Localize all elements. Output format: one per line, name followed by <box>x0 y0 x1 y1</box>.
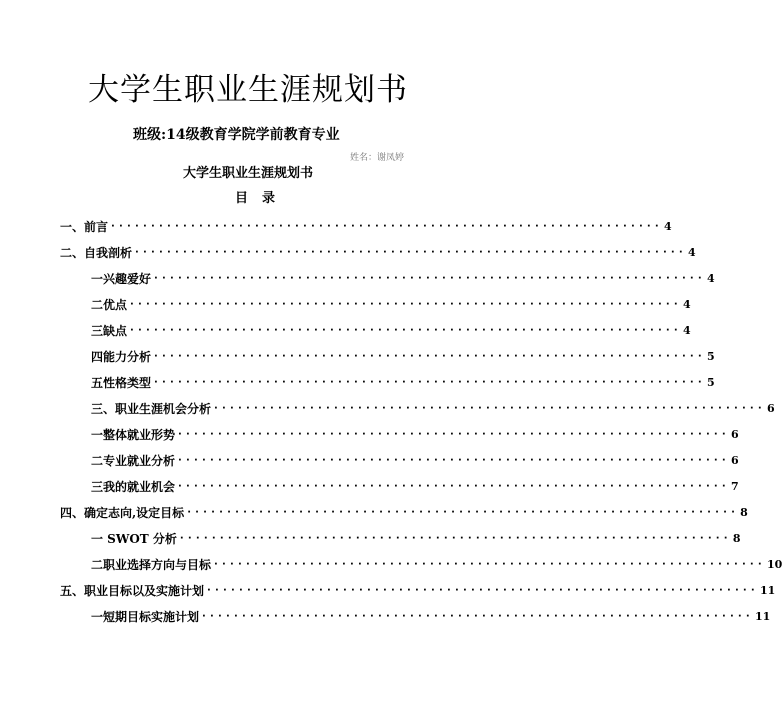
toc-entry-label: 四能力分析 <box>91 350 152 364</box>
toc-entry-label: 三我的就业机会 <box>91 480 176 494</box>
toc-entry-short-term-plan[interactable] <box>91 609 771 625</box>
toc-entry-label: 二优点 <box>91 298 128 312</box>
toc-entry-label: 一短期目标实施计划 <box>91 610 200 624</box>
toc-dot-leader: ····································································· <box>207 585 759 596</box>
toc-dot-leader: ····································································· <box>154 351 706 362</box>
toc-dot-leader: ····································································· <box>154 273 706 284</box>
toc-dot-leader: ····································································· <box>130 299 682 310</box>
toc-dot-leader: ····································································· <box>187 507 740 518</box>
toc-entry-label: 三、职业生涯机会分析 <box>91 402 212 416</box>
toc-entry-strengths[interactable] <box>91 297 691 313</box>
toc-entry-career-opportunity[interactable] <box>91 401 775 417</box>
toc-entry-label: 二专业就业分析 <box>91 454 176 468</box>
toc-entry-label: 四、确定志向,设定目标 <box>60 506 185 520</box>
toc-dot-leader: ····································································· <box>179 533 732 544</box>
toc-page-number: 11 <box>754 610 771 623</box>
toc-entry-self-analysis[interactable] <box>60 245 696 261</box>
toc-entry-swot-analysis[interactable] <box>91 531 741 547</box>
toc-page-number: 8 <box>732 532 741 545</box>
toc-dot-leader: ····································································· <box>154 377 706 388</box>
toc-page-number: 4 <box>687 246 696 259</box>
toc-document-title: 大学生职业生涯规划书 <box>182 166 313 181</box>
toc-entry-career-direction[interactable] <box>91 557 782 573</box>
toc-entry-personality-type[interactable] <box>91 375 715 391</box>
toc-entry-label: 一兴趣爱好 <box>91 272 152 286</box>
toc-entry-label: 一 SWOT 分析 <box>91 532 177 546</box>
toc-dot-leader: ····································································· <box>135 247 687 258</box>
toc-entry-label: 一、前言 <box>60 220 109 234</box>
toc-dot-leader: ····································································· <box>178 429 730 440</box>
toc-dot-leader: ····································································· <box>214 559 766 570</box>
toc-entry-major-employment[interactable] <box>91 453 739 469</box>
toc-page-number: 4 <box>682 324 691 337</box>
toc-entry-interests[interactable] <box>91 271 715 287</box>
toc-page-number: 4 <box>663 220 672 233</box>
toc-page-number: 6 <box>766 402 775 415</box>
toc-page-number: 5 <box>706 350 715 363</box>
toc-heading: 目录 <box>234 191 289 206</box>
toc-page-number: 4 <box>682 298 691 311</box>
toc-dot-leader: ····································································· <box>130 325 682 336</box>
toc-dot-leader: ····································································· <box>202 611 754 622</box>
toc-entry-set-goals[interactable] <box>60 505 748 521</box>
toc-dot-leader: ····································································· <box>111 221 663 232</box>
toc-dot-leader: ····································································· <box>178 455 730 466</box>
toc-page-number: 7 <box>730 480 739 493</box>
class-info: 班级:14级教育学院学前教育专业 <box>133 127 340 143</box>
toc-page-number: 8 <box>740 506 748 519</box>
toc-page-number: 4 <box>706 272 715 285</box>
toc-page-number: 10 <box>766 558 782 571</box>
toc-entry-my-opportunities[interactable] <box>91 479 739 495</box>
toc-entry-label: 三缺点 <box>91 324 128 338</box>
toc-dot-leader: ····································································· <box>214 403 766 414</box>
toc-entry-label: 一整体就业形势 <box>91 428 176 442</box>
toc-entry-preface[interactable] <box>60 219 672 235</box>
toc-entry-employment-situation[interactable] <box>91 427 739 443</box>
author-name: 姓名：谢凤婷 <box>349 153 404 163</box>
toc-dot-leader: ····································································· <box>178 481 730 492</box>
toc-entry-ability-analysis[interactable] <box>91 349 715 365</box>
toc-entry-label: 二职业选择方向与目标 <box>91 558 212 572</box>
toc-entry-weaknesses[interactable] <box>91 323 691 339</box>
toc-entry-label: 五性格类型 <box>91 376 152 390</box>
toc-page-number: 5 <box>706 376 715 389</box>
toc-page-number: 11 <box>759 584 776 597</box>
document-title: 大学生职业生涯规划书 <box>88 72 408 108</box>
toc-entry-label: 五、职业目标以及实施计划 <box>60 584 205 598</box>
toc-page-number: 6 <box>730 454 739 467</box>
toc-entry-career-goals-plan[interactable] <box>60 583 776 599</box>
toc-page-number: 6 <box>730 428 739 441</box>
toc-entry-label: 二、自我剖析 <box>60 246 133 260</box>
